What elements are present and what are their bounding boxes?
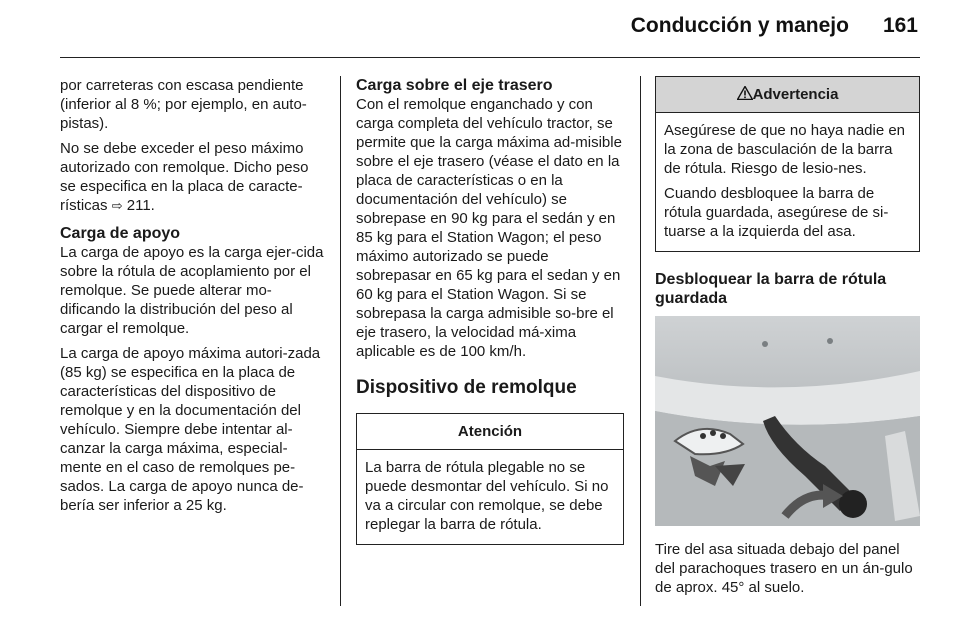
section-heading: Carga sobre el eje trasero — [356, 77, 553, 94]
arrow-ref-icon: ⇨ — [111, 199, 123, 214]
warning-header — [656, 77, 919, 113]
paragraph-text: No se debe exceder el peso máximo autorizado con remolque. Dicho peso se especifica en la placa de caracte-rísticas — [60, 140, 309, 214]
warning-text: Asegúrese de que no haya nadie en la zona de basculación de la barra de rótula. Riesgo de lesio-nes. — [664, 122, 906, 177]
warning-text: Cuando desbloquee la barra de rótula guardada, asegúrese de si-tuarse a la izquierda del asa. — [664, 185, 889, 240]
tow-bar-unlock-photo — [655, 316, 920, 526]
paragraph — [60, 139, 325, 216]
header-rule — [60, 57, 920, 58]
warning-triangle-icon — [737, 86, 753, 100]
section-heading: Carga de apoyo — [60, 225, 181, 242]
page-header — [631, 14, 918, 38]
section-heading: Desbloquear la barra de rótula guardada — [655, 271, 887, 307]
warning-box — [655, 76, 920, 252]
section-title: Dispositivo de remolque — [356, 377, 577, 398]
column-right — [655, 76, 920, 603]
page-reference[interactable]: 211. — [126, 197, 155, 214]
header-title: Conducción y manejo — [630, 14, 849, 37]
attention-title: Atención — [357, 414, 623, 450]
attention-text: La barra de rótula plegable no se puede desmontar del vehículo. Si no va a circular con remolque, se debe replegar la barra de rótula. — [365, 459, 609, 533]
column-left — [60, 76, 325, 521]
paragraph: La carga de apoyo máxima autori-zada (85 kg) se especifica en la placa de características del dispositivo de remolque y en la documentación del vehículo. Siempre debe intentar al-canzar la carga máxima, especial-mente en el caso de remolques pe-sados. La carga de apoyo nunca de-bería ser inferior a 25 kg. — [60, 345, 321, 514]
warning-title: Advertencia — [752, 86, 839, 103]
page-number: 161 — [882, 14, 918, 37]
paragraph: La carga de apoyo es la carga ejer-cida sobre la rótula de acoplamiento por el remolque. Se puede alterar mo-dificando la distribución del peso al cargar el remolque. — [60, 244, 324, 337]
attention-box — [356, 413, 624, 545]
column-middle — [356, 76, 624, 545]
paragraph: por carreteras con escasa pendiente (inferior al 8 %; por ejemplo, en auto-pistas). — [60, 77, 307, 132]
column-divider — [340, 76, 341, 606]
paragraph: Con el remolque enganchado y con carga completa del vehículo tractor, se permite que la carga máxima ad-misible sobre el eje trasero (véase el dato en la placa de características o en la documentación del vehículo) se sobrepase en 90 kg para el sedán y en 85 kg para el Station Wagon; el peso máximo autorizado se puede sobrepasar en 65 kg para el sedan y en 60 kg para el Station Wagon. Si se sobrepasa la carga admisible so-bre el eje trasero, la velocidad má-xima aplicable es de 100 km/h. — [356, 96, 622, 360]
column-divider — [640, 76, 641, 606]
paragraph: Tire del asa situada debajo del panel del parachoques trasero en un án-gulo de aprox. 45° al suelo. — [655, 541, 913, 596]
